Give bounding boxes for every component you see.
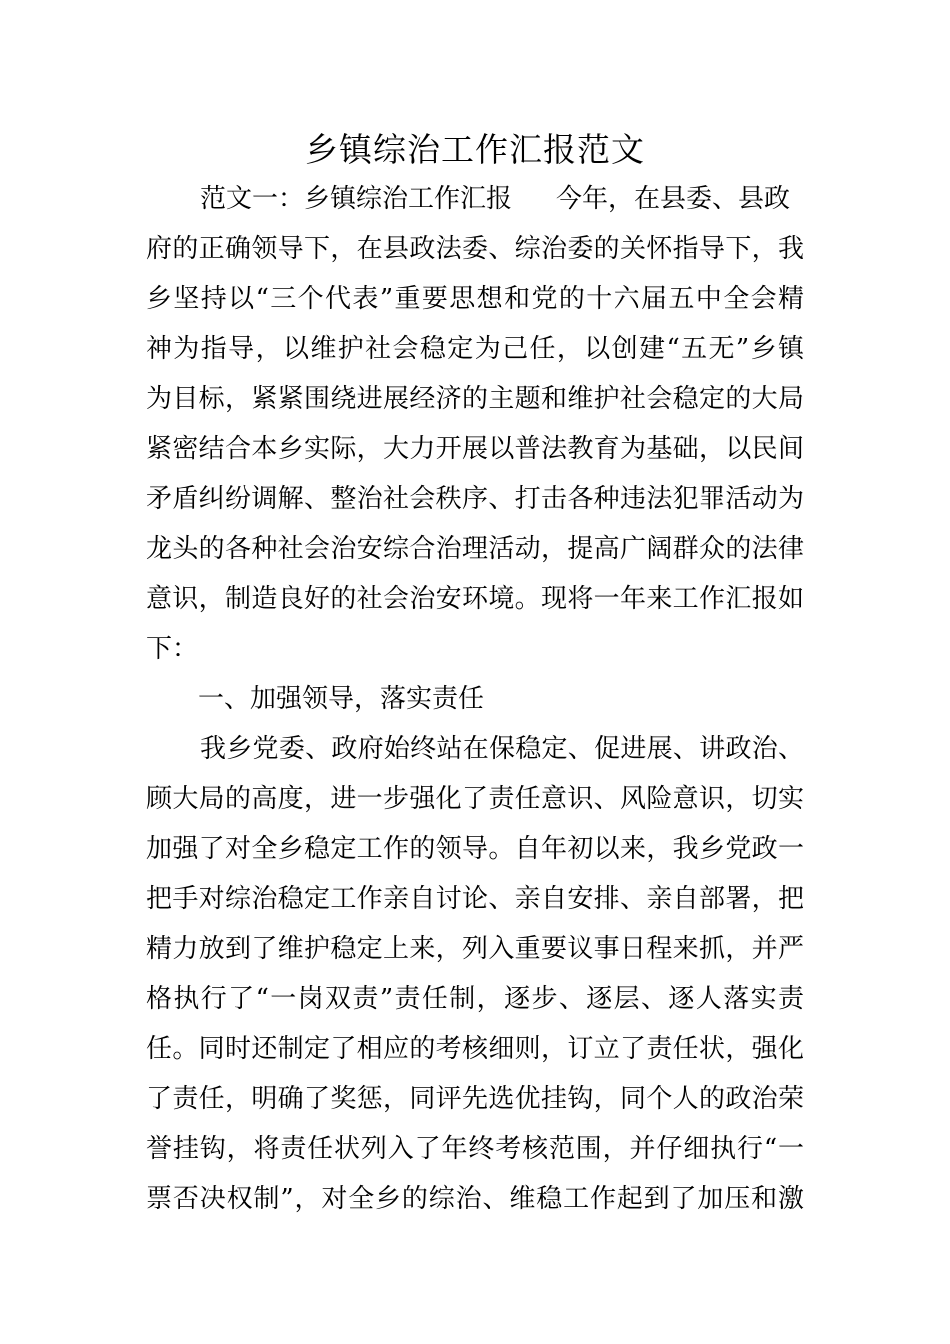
paragraph-line-8: 龙头的各种社会治安综合治理活动，提高广阔群众的法律 [146, 534, 804, 564]
paragraph-line-1 [146, 174, 804, 224]
paragraph-line-15: 精力放到了维护稳定上来，列入重要议事日程来抓，并严 [146, 934, 804, 964]
paragraph-line-20: 票否决权制”，对全乡的综治、维稳工作起到了加压和激 [146, 1184, 804, 1214]
document-title: 乡镇综治工作汇报范文 [305, 130, 645, 169]
paragraph-line-17: 任。同时还制定了相应的考核细则，订立了责任状，强化 [146, 1034, 804, 1064]
paragraph-line-11: 我乡党委、政府始终站在保稳定、促进展、讲政治、 [200, 734, 804, 764]
paragraph-line-14: 把手对综治稳定工作亲自讨论、亲自安排、亲自部署，把 [146, 884, 804, 914]
paragraph-line-10: 下： [146, 634, 199, 664]
paragraph-line-12: 顾大局的高度，进一步强化了责任意识、风险意识，切实 [146, 784, 804, 814]
section-heading-1: 一、加强领导，落实责任 [198, 684, 485, 714]
paragraph-line-3: 乡坚持以“三个代表”重要思想和党的十六届五中全会精 [146, 284, 804, 314]
paragraph-line-9: 意识，制造良好的社会治安环境。现将一年来工作汇报如 [146, 584, 804, 614]
paragraph-line-18: 了责任，明确了奖惩，同评先选优挂钩，同个人的政治荣 [146, 1084, 804, 1114]
paragraph-line-19: 誉挂钩，将责任状列入了年终考核范围，并仔细执行“一 [146, 1134, 804, 1164]
paragraph-line-2: 府的正确领导下，在县政法委、综治委的关怀指导下，我 [146, 234, 804, 264]
paragraph-line-5: 为目标，紧紧围绕进展经济的主题和维护社会稳定的大局 [146, 384, 804, 414]
section-heading-inline: 范文一：乡镇综治工作汇报 [200, 184, 513, 214]
paragraph-line-16: 格执行了“一岗双责”责任制，逐步、逐层、逐人落实责 [146, 984, 804, 1014]
paragraph-line-7: 矛盾纠纷调解、整治社会秩序、打击各种违法犯罪活动为 [146, 484, 804, 514]
paragraph-line-4: 神为指导，以维护社会稳定为己任，以创建“五无”乡镇 [146, 334, 804, 364]
paragraph-line-6: 紧密结合本乡实际，大力开展以普法教育为基础，以民间 [146, 434, 804, 464]
paragraph-line-13: 加强了对全乡稳定工作的领导。自年初以来，我乡党政一 [146, 834, 804, 864]
paragraph-text: 今年，在县委、县政 [556, 184, 791, 214]
